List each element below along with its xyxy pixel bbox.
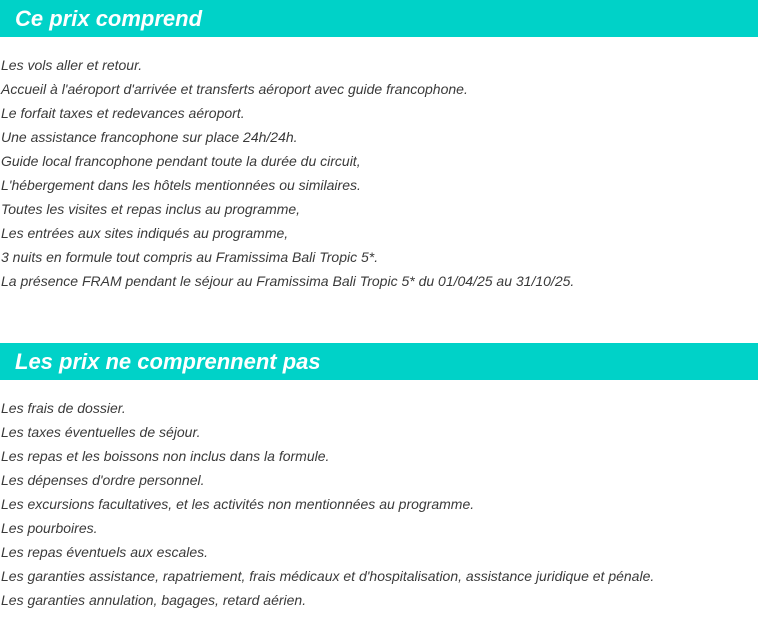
excluded-item: Les garanties annulation, bagages, retard aérien.: [1, 592, 307, 608]
included-item: Les entrées aux sites indiqués au programme,: [1, 225, 289, 241]
included-item: La présence FRAM pendant le séjour au Framissima Bali Tropic 5* du 01/04/25 au 31/10/25.: [1, 273, 575, 289]
excluded-section: [0, 343, 758, 612]
included-item: Toutes les visites et repas inclus au programme,: [1, 201, 301, 217]
included-item: Guide local francophone pendant toute la durée du circuit,: [1, 153, 361, 169]
included-item: Une assistance francophone sur place 24h/24h.: [1, 129, 298, 145]
included-list: [0, 37, 758, 293]
included-item: Accueil à l'aéroport d'arrivée et transferts aéroport avec guide francophone.: [1, 81, 468, 97]
excluded-item: Les repas et les boissons non inclus dans la formule.: [1, 448, 330, 464]
included-item: L'hébergement dans les hôtels mentionnées ou similaires.: [1, 177, 361, 193]
included-title: Ce prix comprend: [0, 0, 758, 37]
excluded-item: Les garanties assistance, rapatriement, frais médicaux et d'hospitalisation, assistance juridique et pénale.: [1, 568, 655, 584]
excluded-list: [0, 380, 758, 612]
excluded-item: Les frais de dossier.: [1, 400, 126, 416]
excluded-item: Les taxes éventuelles de séjour.: [1, 424, 201, 440]
excluded-item: Les excursions facultatives, et les activités non mentionnées au programme.: [1, 496, 475, 512]
included-item: Les vols aller et retour.: [1, 57, 143, 73]
excluded-item: Les repas éventuels aux escales.: [1, 544, 209, 560]
excluded-item: Les dépenses d'ordre personnel.: [1, 472, 205, 488]
included-item: 3 nuits en formule tout compris au Framissima Bali Tropic 5*.: [1, 249, 379, 265]
included-item: Le forfait taxes et redevances aéroport.: [1, 105, 245, 121]
excluded-title: Les prix ne comprennent pas: [0, 343, 758, 380]
excluded-item: Les pourboires.: [1, 520, 98, 536]
included-section: [0, 0, 758, 293]
